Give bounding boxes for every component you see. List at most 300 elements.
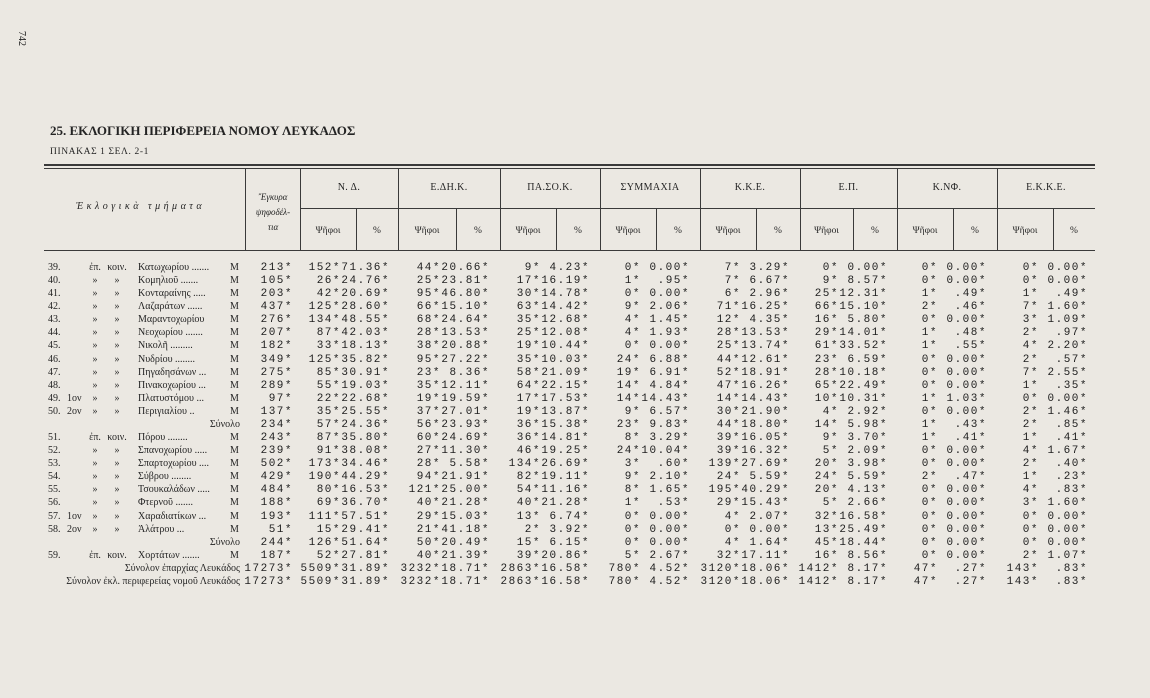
party-votes-knf: 47* xyxy=(913,575,938,588)
party-votes-ep: 20* xyxy=(814,484,839,497)
party-percent-ep: 5.80* xyxy=(847,314,888,327)
party-percent-ep: 8.17* xyxy=(847,562,888,575)
party-percent-ekke: 2.20* xyxy=(1047,340,1088,353)
party-votes-edik: 29* xyxy=(416,510,441,523)
party-votes-knf: 1* xyxy=(921,432,938,445)
party-percent-pasok: 26.69* xyxy=(541,458,590,471)
party-votes-symmachia: 0* xyxy=(624,288,641,301)
party-percent-knf: 0.00* xyxy=(946,549,987,562)
party-votes-ep: 16* xyxy=(814,549,839,562)
party-percent-kke: 18.06* xyxy=(741,575,790,588)
valid-ballots: 349* xyxy=(260,353,293,366)
party-votes-knf: 0* xyxy=(921,484,938,497)
party-votes-ep: 20* xyxy=(814,458,839,471)
party-header-pasok: ΠΑ.ΣΟ.Κ. xyxy=(527,182,573,193)
table-row xyxy=(0,432,1150,445)
party-percent-edik: 21.91* xyxy=(441,471,490,484)
party-percent-ekke: 1.09* xyxy=(1047,314,1088,327)
party-percent-ekke: .85* xyxy=(1055,418,1088,431)
party-percent-nd: 34.46* xyxy=(341,458,390,471)
row-marker: ἐπ. xyxy=(89,262,101,273)
party-percent-ekke: .49* xyxy=(1055,288,1088,301)
party-percent-pasok: 10.03* xyxy=(541,353,590,366)
total-row xyxy=(0,563,1150,576)
party-percent-nd: 44.29* xyxy=(341,471,390,484)
party-percent-kke: 14.43* xyxy=(741,392,790,405)
party-votes-ep: 9* xyxy=(822,275,839,288)
party-percent-nd: 29.41* xyxy=(341,523,390,536)
party-votes-kke: 195* xyxy=(708,484,741,497)
party-votes-nd: 87* xyxy=(316,327,341,340)
party-votes-knf: 2* xyxy=(921,301,938,314)
party-percent-kke: 2.07* xyxy=(749,510,790,523)
party-votes-pasok: 17* xyxy=(516,275,541,288)
party-votes-nd: 125* xyxy=(308,353,341,366)
party-votes-ekke: 7* xyxy=(1022,366,1039,379)
table-row xyxy=(0,458,1150,471)
party-votes-nd: 87* xyxy=(316,432,341,445)
party-votes-edik: 95* xyxy=(416,353,441,366)
party-votes-symmachia: 24* xyxy=(616,445,641,458)
party-percent-pasok: 21.09* xyxy=(541,366,590,379)
party-header-edik: Ε.ΔΗ.Κ. xyxy=(430,182,468,193)
row-number: 52. xyxy=(48,445,61,457)
party-percent-nd: 71.36* xyxy=(341,262,390,274)
party-votes-pasok: 35* xyxy=(516,314,541,327)
votes-subheader: Ψῆφοι xyxy=(515,226,541,236)
row-marker: » xyxy=(92,445,98,457)
total-row xyxy=(0,537,1150,550)
valid-ballots: 17273* xyxy=(244,562,293,575)
party-percent-knf: 0.00* xyxy=(946,497,987,510)
row-marker: » xyxy=(92,327,98,339)
party-percent-knf: 0.00* xyxy=(946,445,987,458)
party-percent-nd: 18.13* xyxy=(341,340,390,353)
row-marker: » xyxy=(92,275,98,287)
row-marker: » xyxy=(114,301,120,313)
party-votes-kke: 0* xyxy=(724,523,741,536)
table-row xyxy=(0,406,1150,419)
party-percent-knf: .43* xyxy=(954,418,987,431)
table-row xyxy=(0,340,1150,353)
party-votes-kke: 52* xyxy=(716,366,741,379)
total-label: Σύνολον ἐπαρχίας Λευκάδος xyxy=(124,562,240,574)
row-marker: » xyxy=(114,353,120,365)
votes-subheader: Ψῆφοι xyxy=(912,226,938,236)
party-votes-nd: 190* xyxy=(308,471,341,484)
party-votes-edik: 50* xyxy=(416,536,441,549)
party-votes-nd: 35* xyxy=(316,405,341,418)
party-percent-ekke: 0.00* xyxy=(1047,510,1088,523)
valid-ballots: 193* xyxy=(260,510,293,523)
party-votes-pasok: 36* xyxy=(516,432,541,445)
party-votes-pasok: 64* xyxy=(516,379,541,392)
row-marker: » xyxy=(114,445,120,457)
party-votes-symmachia: 24* xyxy=(616,353,641,366)
party-votes-symmachia: 0* xyxy=(624,510,641,523)
row-marker: » xyxy=(92,379,98,391)
party-percent-knf: .47* xyxy=(954,471,987,484)
party-votes-symmachia: 8* xyxy=(624,432,641,445)
party-percent-nd: 30.91* xyxy=(341,366,390,379)
party-votes-symmachia: 3* xyxy=(624,458,641,471)
percent-subheader: % xyxy=(574,226,582,236)
party-percent-nd: 35.80* xyxy=(341,432,390,445)
party-votes-pasok: 13* xyxy=(516,510,541,523)
party-votes-knf: 0* xyxy=(921,458,938,471)
party-votes-edik: 40* xyxy=(416,549,441,562)
party-votes-edik: 27* xyxy=(416,445,441,458)
valid-ballots: 244* xyxy=(260,536,293,549)
row-subdivision: 1ον xyxy=(67,510,82,522)
party-percent-ep: 8.56* xyxy=(847,549,888,562)
party-votes-ekke: 7* xyxy=(1022,301,1039,314)
percent-subheader: % xyxy=(1070,226,1078,236)
party-percent-kke: 16.05* xyxy=(741,432,790,445)
page-number: 742 xyxy=(16,31,27,46)
party-percent-knf: .46* xyxy=(954,301,987,314)
party-votes-nd: 85* xyxy=(316,366,341,379)
party-votes-kke: 7* xyxy=(724,262,741,274)
party-percent-ekke: 1.60* xyxy=(1047,301,1088,314)
party-percent-knf: 0.00* xyxy=(946,405,987,418)
party-percent-knf: .27* xyxy=(954,575,987,588)
party-votes-edik: 56* xyxy=(416,418,441,431)
municipality-mark: Μ xyxy=(230,262,239,273)
total-row xyxy=(0,576,1150,589)
section-name: Χορτάτων ....... xyxy=(138,549,200,561)
section-name: Πινακοχωρίου ... xyxy=(138,379,206,391)
party-votes-ep: 28* xyxy=(814,366,839,379)
valid-ballots: 188* xyxy=(260,497,293,510)
party-percent-ep: 25.49* xyxy=(839,523,888,536)
section-name: Λαζαράτων ...... xyxy=(138,301,203,313)
party-votes-pasok: 30* xyxy=(516,288,541,301)
party-percent-ep: 3.98* xyxy=(847,458,888,471)
section-name: Σύβρου ........ xyxy=(138,471,192,483)
party-votes-pasok: 19* xyxy=(516,340,541,353)
table-top-rule xyxy=(44,164,1095,166)
party-votes-ep: 13* xyxy=(814,523,839,536)
votes-subheader: Ψῆφοι xyxy=(715,226,741,236)
party-percent-ekke: .97* xyxy=(1055,327,1088,340)
row-marker: ἐπ. xyxy=(89,432,101,444)
party-votes-ep: 4* xyxy=(822,405,839,418)
party-header-knf: Κ.ΝΦ. xyxy=(932,182,962,193)
row-number: 50. xyxy=(48,405,61,417)
table-row xyxy=(0,393,1150,406)
row-marker: » xyxy=(92,301,98,313)
party-votes-knf: 0* xyxy=(921,366,938,379)
municipality-mark: Μ xyxy=(230,484,239,496)
municipality-mark: Μ xyxy=(230,549,239,561)
municipality-mark: Μ xyxy=(230,471,239,483)
percent-subheader: % xyxy=(871,226,879,236)
party-votes-ekke: 0* xyxy=(1022,392,1039,405)
total-label: Σύνολον ἐκλ. περιφερείας νομοῦ Λευκάδος xyxy=(66,575,240,587)
party-percent-ekke: .35* xyxy=(1055,379,1088,392)
party-percent-ekke: .40* xyxy=(1055,458,1088,471)
party-percent-edik: 5.58* xyxy=(449,458,490,471)
valid-ballots: 137* xyxy=(260,405,293,418)
party-percent-edik: 15.03* xyxy=(441,510,490,523)
party-votes-kke: 71* xyxy=(716,301,741,314)
row-marker: » xyxy=(92,314,98,326)
party-votes-pasok: 2863* xyxy=(500,562,541,575)
party-percent-ekke: 0.00* xyxy=(1047,536,1088,549)
row-number: 54. xyxy=(48,471,61,483)
party-percent-nd: 20.69* xyxy=(341,288,390,301)
valid-ballots-header: τια xyxy=(267,222,279,232)
party-votes-knf: 0* xyxy=(921,523,938,536)
municipality-mark: Μ xyxy=(230,327,239,339)
party-votes-kke: 30* xyxy=(716,405,741,418)
section-name: Τσουκαλάδων ..... xyxy=(138,484,210,496)
party-percent-edik: 25.00* xyxy=(441,484,490,497)
party-percent-kke: 2.96* xyxy=(749,288,790,301)
party-votes-edik: 19* xyxy=(416,392,441,405)
row-number: 47. xyxy=(48,366,61,378)
party-percent-edik: 20.66* xyxy=(441,262,490,274)
party-percent-ep: 6.59* xyxy=(847,353,888,366)
party-percent-ep: 10.31* xyxy=(839,392,888,405)
table-row xyxy=(0,275,1150,288)
party-votes-edik: 38* xyxy=(416,340,441,353)
party-votes-kke: 12* xyxy=(716,314,741,327)
votes-subheader: Ψῆφοι xyxy=(1012,226,1038,236)
party-percent-symmachia: 0.00* xyxy=(649,340,690,353)
valid-ballots: 276* xyxy=(260,314,293,327)
party-percent-pasok: 16.19* xyxy=(541,275,590,288)
party-percent-ep: 2.66* xyxy=(847,497,888,510)
party-votes-symmachia: 19* xyxy=(616,366,641,379)
party-percent-pasok: 21.28* xyxy=(541,497,590,510)
party-percent-kke: 27.69* xyxy=(741,458,790,471)
party-votes-symmachia: 9* xyxy=(624,301,641,314)
section-name: Πόρου ........ xyxy=(138,432,188,444)
party-votes-edik: 23* xyxy=(416,366,441,379)
party-votes-knf: 2* xyxy=(921,471,938,484)
party-votes-kke: 44* xyxy=(716,353,741,366)
valid-ballots: 203* xyxy=(260,288,293,301)
municipality-mark: Μ xyxy=(230,458,239,470)
party-percent-ekke: 1.60* xyxy=(1047,497,1088,510)
party-votes-ep: 25* xyxy=(814,288,839,301)
party-votes-symmachia: 9* xyxy=(624,471,641,484)
section-name: Νικολῆ ......... xyxy=(138,340,193,352)
municipality-mark: Μ xyxy=(230,432,239,444)
party-votes-symmachia: 8* xyxy=(624,484,641,497)
municipality-mark: Μ xyxy=(230,366,239,378)
party-votes-nd: 125* xyxy=(308,301,341,314)
party-votes-kke: 14* xyxy=(716,392,741,405)
party-percent-symmachia: 3.29* xyxy=(649,432,690,445)
party-percent-pasok: 19.25* xyxy=(541,445,590,458)
party-percent-pasok: 12.68* xyxy=(541,314,590,327)
municipality-mark: Μ xyxy=(230,392,239,404)
percent-subheader: % xyxy=(474,226,482,236)
votes-subheader: Ψῆφοι xyxy=(414,226,440,236)
row-marker: » xyxy=(92,392,98,404)
party-votes-symmachia: 780* xyxy=(608,575,641,588)
party-percent-ep: 8.57* xyxy=(847,275,888,288)
party-votes-edik: 35* xyxy=(416,379,441,392)
party-percent-ekke: .41* xyxy=(1055,432,1088,445)
municipality-mark: Μ xyxy=(230,314,239,326)
party-percent-symmachia: .95* xyxy=(657,275,690,288)
party-percent-nd: 31.89* xyxy=(341,575,390,588)
party-votes-edik: 28* xyxy=(416,327,441,340)
party-percent-knf: .27* xyxy=(954,562,987,575)
party-percent-ep: 16.58* xyxy=(839,510,888,523)
party-votes-ekke: 2* xyxy=(1022,327,1039,340)
party-votes-ep: 66* xyxy=(814,301,839,314)
party-votes-pasok: 36* xyxy=(516,418,541,431)
party-votes-ep: 65* xyxy=(814,379,839,392)
party-percent-kke: 18.06* xyxy=(741,562,790,575)
party-percent-knf: 0.00* xyxy=(946,379,987,392)
row-marker: » xyxy=(114,458,120,470)
party-percent-nd: 24.76* xyxy=(341,275,390,288)
section-name: Ἀλάτρου ... xyxy=(138,523,185,535)
party-votes-pasok: 15* xyxy=(516,536,541,549)
municipality-mark: Μ xyxy=(230,523,239,535)
votes-subheader: Ψῆφοι xyxy=(315,226,341,236)
party-percent-knf: 0.00* xyxy=(946,314,987,327)
section-name: Πλατυστόμου ... xyxy=(138,392,205,404)
party-votes-kke: 3120* xyxy=(700,562,741,575)
party-votes-ekke: 2* xyxy=(1022,405,1039,418)
party-votes-ep: 32* xyxy=(814,510,839,523)
party-percent-ekke: 0.00* xyxy=(1047,392,1088,405)
party-votes-symmachia: 0* xyxy=(624,523,641,536)
table-row xyxy=(0,471,1150,484)
municipality-mark: Μ xyxy=(230,288,239,300)
party-percent-knf: 0.00* xyxy=(946,536,987,549)
party-percent-kke: 12.61* xyxy=(741,353,790,366)
row-number: 46. xyxy=(48,353,61,365)
party-percent-pasok: 19.11* xyxy=(541,471,590,484)
table-row xyxy=(0,288,1150,301)
party-votes-edik: 66* xyxy=(416,301,441,314)
table-subtitle: ΠΙΝΑΚΑΣ 1 ΣΕΛ. 2-1 xyxy=(50,147,149,157)
party-percent-knf: 0.00* xyxy=(946,262,987,274)
party-votes-kke: 47* xyxy=(716,379,741,392)
party-votes-ep: 0* xyxy=(822,262,839,274)
party-votes-knf: 1* xyxy=(921,340,938,353)
party-votes-knf: 0* xyxy=(921,510,938,523)
party-percent-nd: 36.70* xyxy=(341,497,390,510)
party-percent-kke: 40.29* xyxy=(741,484,790,497)
party-percent-ep: 14.01* xyxy=(839,327,888,340)
party-percent-ep: 0.00* xyxy=(847,262,888,274)
section-name: Κονταραίνης ..... xyxy=(138,288,206,300)
party-percent-ekke: .83* xyxy=(1055,575,1088,588)
party-percent-ep: 3.70* xyxy=(847,432,888,445)
party-votes-pasok: 82* xyxy=(516,471,541,484)
party-percent-symmachia: 4.84* xyxy=(649,379,690,392)
party-votes-kke: 139* xyxy=(708,458,741,471)
table-row xyxy=(0,354,1150,367)
party-percent-symmachia: .60* xyxy=(657,458,690,471)
table-row xyxy=(0,550,1150,563)
valid-ballots: 502* xyxy=(260,458,293,471)
table-row xyxy=(0,301,1150,314)
party-percent-nd: 31.89* xyxy=(341,562,390,575)
party-percent-kke: 15.43* xyxy=(741,497,790,510)
party-votes-ekke: 0* xyxy=(1022,523,1039,536)
row-marker: » xyxy=(92,288,98,300)
party-votes-nd: 22* xyxy=(316,392,341,405)
valid-ballots: 243* xyxy=(260,432,293,445)
party-percent-ep: 15.10* xyxy=(839,301,888,314)
party-percent-kke: 13.53* xyxy=(741,327,790,340)
party-votes-ekke: 2* xyxy=(1022,418,1039,431)
party-votes-kke: 3120* xyxy=(700,575,741,588)
party-header-kke: Κ.Κ.Ε. xyxy=(734,182,766,193)
valid-ballots: 239* xyxy=(260,445,293,458)
party-votes-kke: 6* xyxy=(724,288,741,301)
party-percent-pasok: 16.58* xyxy=(541,562,590,575)
party-votes-ekke: 2* xyxy=(1022,549,1039,562)
table-row xyxy=(0,327,1150,340)
party-percent-nd: 24.36* xyxy=(341,418,390,431)
valid-ballots: 105* xyxy=(260,275,293,288)
party-percent-edik: 24.69* xyxy=(441,432,490,445)
party-votes-ep: 24* xyxy=(814,471,839,484)
row-marker: » xyxy=(92,340,98,352)
party-votes-nd: 55* xyxy=(316,379,341,392)
party-votes-knf: 0* xyxy=(921,275,938,288)
party-percent-edik: 23.93* xyxy=(441,418,490,431)
party-votes-symmachia: 1* xyxy=(624,275,641,288)
party-percent-edik: 8.36* xyxy=(449,366,490,379)
party-votes-symmachia: 0* xyxy=(624,340,641,353)
party-votes-knf: 1* xyxy=(921,288,938,301)
party-percent-ep: 33.52* xyxy=(839,340,888,353)
party-votes-kke: 29* xyxy=(716,497,741,510)
table-row xyxy=(0,497,1150,510)
party-votes-edik: 3232* xyxy=(400,562,441,575)
party-votes-nd: 52* xyxy=(316,549,341,562)
row-number: 58. xyxy=(48,523,61,535)
percent-subheader: % xyxy=(674,226,682,236)
party-votes-ekke: 1* xyxy=(1022,432,1039,445)
party-percent-knf: 0.00* xyxy=(946,510,987,523)
municipality-mark: Μ xyxy=(230,275,239,287)
row-marker: » xyxy=(92,497,98,509)
party-votes-ekke: 1* xyxy=(1022,288,1039,301)
party-percent-edik: 20.88* xyxy=(441,340,490,353)
party-votes-edik: 21* xyxy=(416,523,441,536)
party-votes-ekke: 4* xyxy=(1022,484,1039,497)
row-number: 44. xyxy=(48,327,61,339)
municipality-mark: Μ xyxy=(230,379,239,391)
party-votes-knf: 0* xyxy=(921,405,938,418)
party-percent-symmachia: 1.93* xyxy=(649,327,690,340)
party-votes-ekke: 3* xyxy=(1022,497,1039,510)
row-marker: » xyxy=(92,471,98,483)
party-percent-ep: 12.31* xyxy=(839,288,888,301)
party-percent-pasok: 4.23* xyxy=(549,262,590,274)
row-subdivision: 1ον xyxy=(67,392,82,404)
party-votes-nd: 91* xyxy=(316,445,341,458)
row-marker: » xyxy=(92,458,98,470)
party-percent-kke: 6.67* xyxy=(749,275,790,288)
party-votes-pasok: 9* xyxy=(524,262,541,274)
party-votes-pasok: 17* xyxy=(516,392,541,405)
party-votes-ekke: 4* xyxy=(1022,445,1039,458)
